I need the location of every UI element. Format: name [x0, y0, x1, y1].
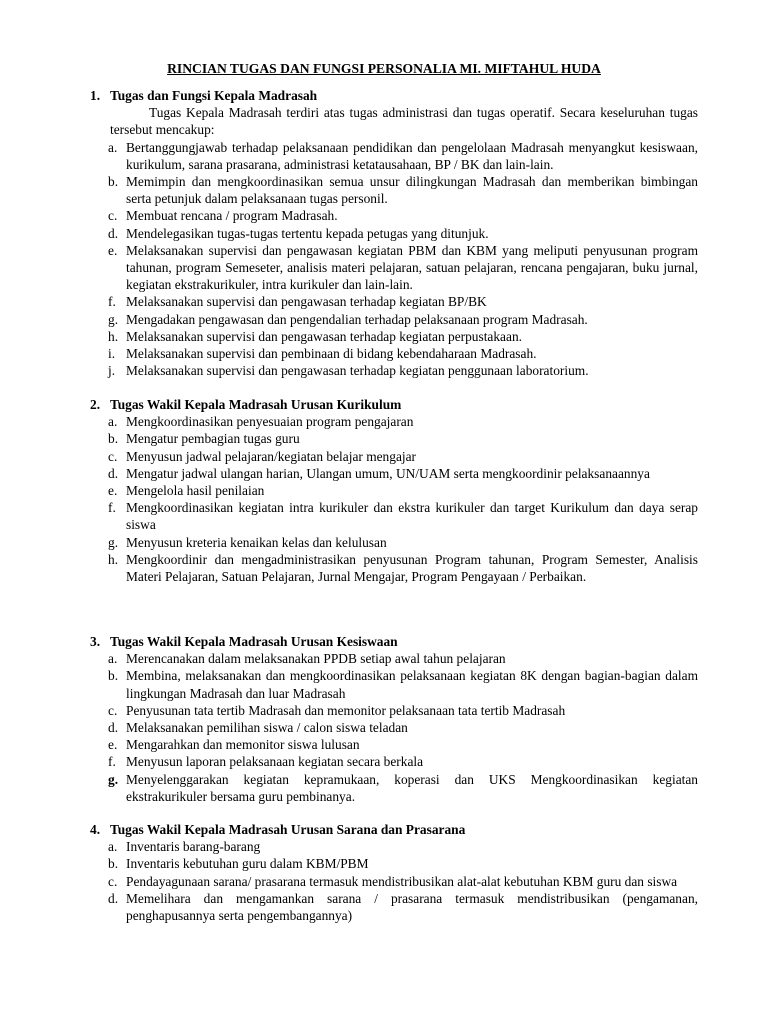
- list-item: h. Mengkoordinir dan mengadministrasikan penyusunan Program tahunan, Program Semester, Analisis Materi Pelajaran, Satuan Pelajaran, Jurnal Mengajar, Program Pengayaan / Perbaikan.: [108, 551, 698, 585]
- section-number: 1.: [90, 88, 101, 103]
- list-item: b. Memimpin dan mengkoordinasikan semua unsur dilingkungan Madrasah dan memberikan bimbingan serta petunjuk dalam pelaksanaan tugas personil.: [108, 174, 698, 207]
- list-item: g. Menyelenggarakan kegiatan kepramukaan, koperasi dan UKS Mengkoordinasikan kegiatan ekstrakurikuler bersama guru pembinanya.: [108, 771, 698, 804]
- list-item: c. Membuat rencana / program Madrasah.: [108, 208, 338, 224]
- list-item: f. Menyusun laporan pelaksanaan kegiatan secara berkala: [108, 754, 424, 770]
- list-item: a. Bertanggungjawab terhadap pelaksanaan pendidikan dan pengelolaan Madrasah menyangkut kesiswaan, kurikulum, sarana prasarana, administrasi ketatausahaan, BP / BK dan lain-lain.: [108, 139, 698, 172]
- section-title: Tugas Wakil Kepala Madrasah Urusan Sarana dan Prasarana: [110, 822, 466, 837]
- section-intro: Tugas Kepala Madrasah terdiri atas tugas administrasi dan tugas operatif. Secara keseluruhan tugas tersebut mencakup:: [110, 105, 698, 138]
- section-number: 3.: [90, 634, 101, 649]
- list-item: b. Mengatur pembagian tugas guru: [108, 431, 300, 447]
- list-item: d. Melaksanakan pemilihan siswa / calon siswa teladan: [108, 720, 408, 736]
- section-heading: [90, 87, 698, 104]
- section-wakil-sarana-prasarana: [90, 821, 698, 924]
- list-item: c. Pendayagunaan sarana/ prasarana termasuk mendistribusikan alat-alat kebutuhan KBM guru dan siswa: [108, 873, 678, 889]
- section-heading: [90, 821, 698, 838]
- list-item: g. Mengadakan pengawasan dan pengendalian terhadap pelaksanaan program Madrasah.: [108, 311, 588, 327]
- duty-list: [90, 139, 698, 380]
- list-item: d. Mengatur jadwal ulangan harian, Ulangan umum, UN/UAM serta mengkoordinir pelaksanaannya: [108, 465, 650, 481]
- list-item: f. Mengkoordinasikan kegiatan intra kurikuler dan ekstra kurikuler dan target Kurikulum dan daya serap siswa: [108, 500, 698, 533]
- list-item: e. Melaksanakan supervisi dan pengawasan kegiatan PBM dan KBM yang meliputi penyusunan program tahunan, program Semeseter, analisis materi pelajaran, satuan pelajaran, rencana pengajaran, buku jurnal, kegiatan ekstrakurikuler, intra kurikuler dan lain-lain.: [108, 242, 698, 293]
- section-number: 2.: [90, 397, 101, 412]
- list-item: c. Menyusun jadwal pelajaran/kegiatan belajar mengajar: [108, 448, 417, 464]
- list-item: h. Melaksanakan supervisi dan pengawasan terhadap kegiatan perpustakaan.: [108, 328, 522, 344]
- duty-list: [90, 650, 698, 805]
- list-item: d. Memelihara dan mengamankan sarana / prasarana termasuk mendistribusikan (pengamanan, penghapusannya serta pengembangannya): [108, 890, 698, 924]
- section-title: Tugas Wakil Kepala Madrasah Urusan Kesiswaan: [110, 634, 398, 649]
- section-kepala-madrasah: [90, 87, 698, 379]
- list-item: i. Melaksanakan supervisi dan pembinaan di bidang kebendaharaan Madrasah.: [108, 346, 537, 362]
- section-heading: [90, 633, 698, 650]
- list-item: g. Menyusun kreteria kenaikan kelas dan kelulusan: [108, 534, 387, 550]
- list-item: f. Melaksanakan supervisi dan pengawasan terhadap kegiatan BP/BK: [108, 294, 487, 310]
- section-wakil-kesiswaan: [90, 633, 698, 805]
- list-item: b. Membina, melaksanakan dan mengkoordinasikan pelaksanaan kegiatan 8K dengan bagian-bagian dalam lingkungan Madrasah dan luar Madrasah: [108, 668, 698, 701]
- section-wakil-kurikulum: [90, 396, 698, 585]
- list-item: j. Melaksanakan supervisi dan pengawasan terhadap kegiatan penggunaan laboratorium.: [108, 363, 589, 379]
- page-title: RINCIAN TUGAS DAN FUNGSI PERSONALIA MI. MIFTAHUL HUDA: [167, 61, 601, 76]
- list-item: a. Merencanakan dalam melaksanakan PPDB setiap awal tahun pelajaran: [108, 651, 506, 667]
- list-item: e. Mengarahkan dan memonitor siswa lulusan: [108, 737, 360, 753]
- duty-list: [90, 413, 698, 585]
- section-heading: [90, 396, 698, 413]
- duty-list: [90, 838, 698, 924]
- section-title: Tugas dan Fungsi Kepala Madrasah: [110, 88, 318, 103]
- list-item: d. Mendelegasikan tugas-tugas tertentu kepada petugas yang ditunjuk.: [108, 225, 489, 241]
- list-item: a. Inventaris barang-barang: [108, 839, 261, 855]
- section-title: Tugas Wakil Kepala Madrasah Urusan Kurikulum: [110, 397, 402, 412]
- list-item: a. Mengkoordinasikan penyesuaian program pengajaran: [108, 414, 414, 430]
- list-item: b. Inventaris kebutuhan guru dalam KBM/PBM: [108, 856, 369, 872]
- section-number: 4.: [90, 822, 101, 837]
- list-item: c. Penyusunan tata tertib Madrasah dan memonitor pelaksanaan tata tertib Madrasah: [108, 702, 566, 718]
- list-item: e. Mengelola hasil penilaian: [108, 483, 265, 499]
